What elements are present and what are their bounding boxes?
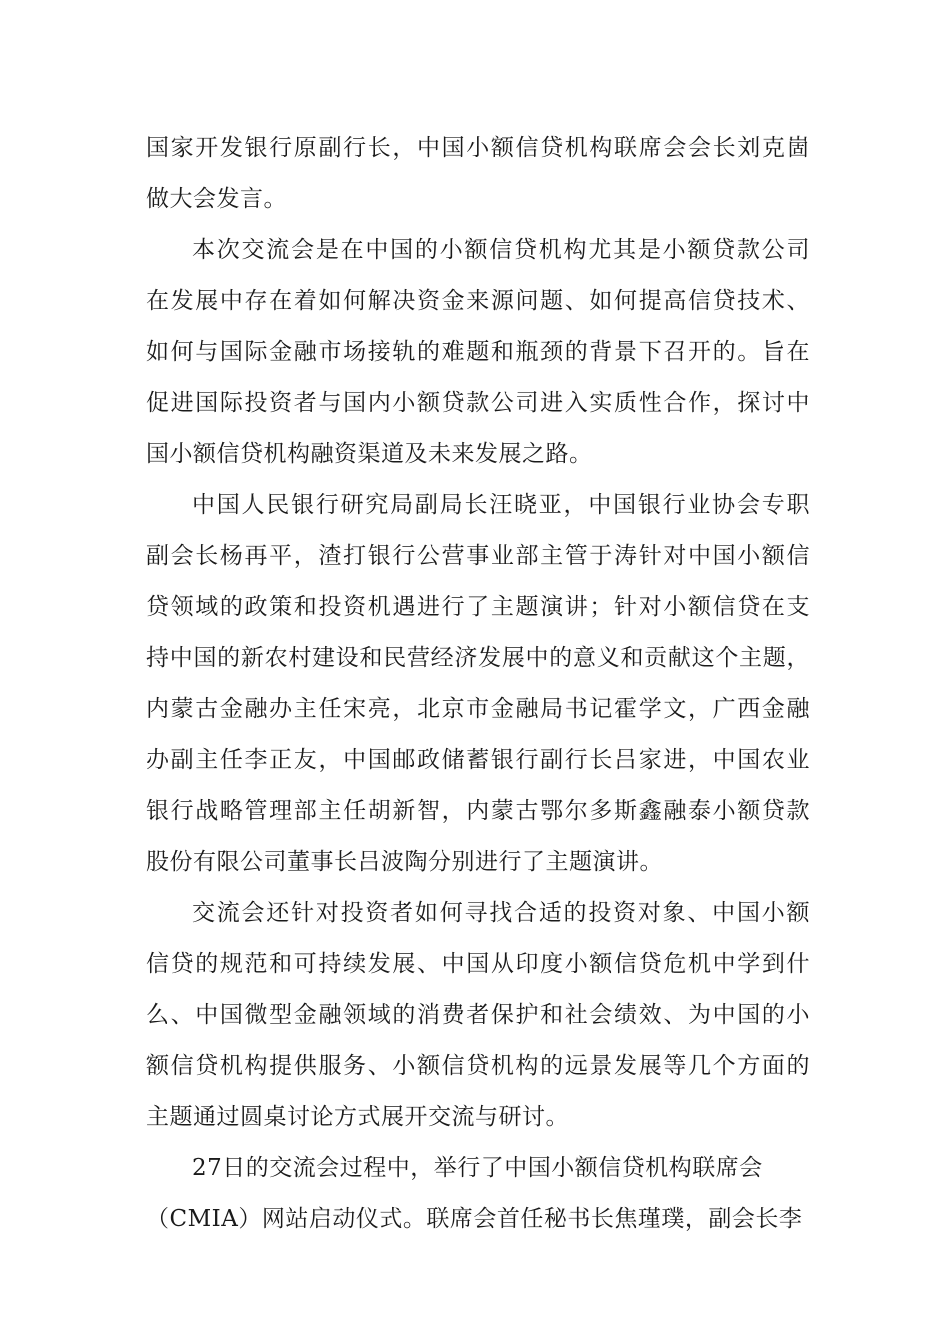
text-line: 持中国的新农村建设和民营经济发展中的意义和贡献这个主题，	[146, 645, 810, 671]
text-line: 27日的交流会过程中，举行了中国小额信贷机构联席会	[192, 1155, 763, 1181]
text-line: 中国人民银行研究局副局长汪晓亚，中国银行业协会专职	[192, 492, 810, 518]
text-line: 副会长杨再平，渣打银行公营事业部主管于涛针对中国小额信	[146, 543, 810, 569]
text-line: 交流会还针对投资者如何寻找合适的投资对象、中国小额	[192, 900, 810, 926]
text-line: 促进国际投资者与国内小额贷款公司进入实质性合作，探讨中	[146, 390, 810, 416]
text-line: 如何与国际金融市场接轨的难题和瓶颈的背景下召开的。旨在	[146, 339, 810, 365]
text-line: 内蒙古金融办主任宋亮，北京市金融局书记霍学文，广西金融	[146, 696, 810, 722]
text-line: 信贷的规范和可持续发展、中国从印度小额信贷危机中学到什	[146, 951, 810, 977]
text-line: 国小额信贷机构融资渠道及未来发展之路。	[146, 441, 593, 467]
text-line: （CMIA）网站启动仪式。联席会首任秘书长焦瑾璞，副会长李	[146, 1206, 803, 1232]
text-line: 么、中国微型金融领域的消费者保护和社会绩效、为中国的小	[146, 1002, 810, 1028]
text-line: 本次交流会是在中国的小额信贷机构尤其是小额贷款公司	[192, 237, 810, 263]
text-line: 在发展中存在着如何解决资金来源问题、如何提高信贷技术、	[146, 288, 810, 314]
text-line: 额信贷机构提供服务、小额信贷机构的远景发展等几个方面的	[146, 1053, 810, 1079]
text-line: 银行战略管理部主任胡新智，内蒙古鄂尔多斯鑫融泰小额贷款	[146, 798, 810, 824]
text-line: 国家开发银行原副行长，中国小额信贷机构联席会会长刘克崮	[146, 135, 810, 161]
document-body	[146, 128, 810, 1250]
text-line: 贷领域的政策和投资机遇进行了主题演讲；针对小额信贷在支	[146, 594, 810, 620]
text-line: 办副主任李正友，中国邮政储蓄银行副行长吕家进，中国农业	[146, 747, 810, 773]
text-line: 主题通过圆桌讨论方式展开交流与研讨。	[146, 1104, 569, 1130]
text-line: 股份有限公司董事长吕波陶分别进行了主题演讲。	[146, 849, 663, 875]
text-line: 做大会发言。	[146, 186, 287, 212]
